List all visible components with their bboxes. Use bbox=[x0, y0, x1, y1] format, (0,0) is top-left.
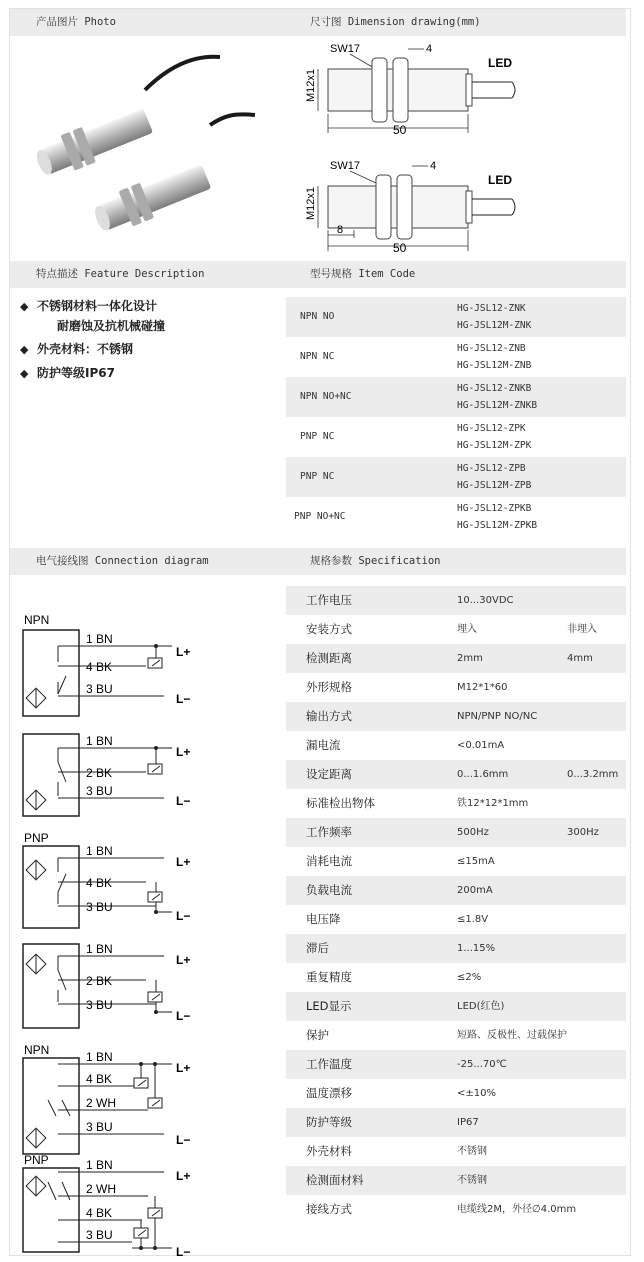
svg-text:1 BN: 1 BN bbox=[86, 1050, 113, 1064]
feature-item-2: ◆ 外壳材料：不锈钢 bbox=[20, 342, 134, 356]
spec-row bbox=[286, 702, 626, 731]
wiring-diagram-pnp-no bbox=[23, 831, 190, 928]
svg-text:1 BN: 1 BN bbox=[86, 844, 113, 858]
spec-row bbox=[286, 731, 626, 760]
svg-text:L+: L+ bbox=[176, 855, 191, 869]
svg-text:L−: L− bbox=[176, 1245, 191, 1259]
wrench-size-label-2: SW17 bbox=[330, 160, 360, 172]
npn-label: NPN bbox=[24, 613, 50, 627]
spec-value: 1...15% bbox=[457, 943, 496, 954]
wrench-size-label-1: SW17 bbox=[330, 43, 360, 55]
spec-row bbox=[286, 992, 626, 1021]
wiring-diagram-npn-nc bbox=[23, 734, 190, 816]
spec-label: 输出方式 bbox=[306, 709, 352, 723]
feature-item-1-line-2: 耐磨蚀及抗机械碰撞 bbox=[57, 319, 166, 333]
spec-label: 消耗电流 bbox=[306, 854, 352, 868]
section-header-top bbox=[10, 9, 626, 36]
sensor-symbol-icon bbox=[26, 860, 46, 880]
spec-label: 检测面材料 bbox=[306, 1173, 364, 1187]
spec-value: ≤1.8V bbox=[457, 914, 489, 925]
svg-text:4 BK: 4 BK bbox=[86, 1072, 113, 1086]
svg-text:3 BU: 3 BU bbox=[86, 998, 113, 1012]
spec-row bbox=[286, 1137, 626, 1166]
header-item-code: 型号规格 Item Code bbox=[310, 268, 416, 280]
dimension-view-2 bbox=[305, 160, 515, 255]
spec-value-secondary: 4mm bbox=[567, 653, 593, 664]
spec-label: 检测距离 bbox=[306, 651, 352, 665]
header-specification: 规格参数 Specification bbox=[310, 555, 441, 567]
spec-row bbox=[286, 1021, 626, 1050]
spec-value: M12*1*60 bbox=[457, 682, 508, 693]
length-label-2: 50 bbox=[393, 241, 407, 255]
diamond-bullet-icon: ◆ bbox=[20, 300, 29, 313]
spec-label: 保护 bbox=[306, 1028, 329, 1042]
svg-text:L+: L+ bbox=[176, 953, 191, 967]
nut-width-label-1: 4 bbox=[426, 43, 433, 55]
spec-row bbox=[286, 963, 626, 992]
dimension-drawing bbox=[290, 38, 530, 253]
spec-label: 设定距离 bbox=[306, 767, 352, 781]
spec-value-secondary: 300Hz bbox=[567, 827, 599, 838]
section-header-middle bbox=[10, 261, 626, 288]
item-code-row: NPN NO HG-JSL12-ZNK HG-JSL12M-ZNK bbox=[286, 297, 626, 337]
header-photo: 产品图片 Photo bbox=[36, 16, 116, 28]
svg-text:2 WH: 2 WH bbox=[86, 1096, 116, 1110]
wiring-diagram-npn-no-nc bbox=[23, 1043, 190, 1154]
svg-text:1 BN: 1 BN bbox=[86, 632, 113, 646]
diamond-bullet-icon: ◆ bbox=[20, 343, 29, 356]
spec-row bbox=[286, 1108, 626, 1137]
svg-text:1 BN: 1 BN bbox=[86, 942, 113, 956]
spec-label: 电压降 bbox=[306, 912, 341, 926]
svg-text:L−: L− bbox=[176, 1133, 191, 1147]
header-feature: 特点描述 Feature Description bbox=[36, 268, 205, 280]
spec-row bbox=[286, 586, 626, 615]
spec-value: ≤2% bbox=[457, 972, 482, 983]
spec-value: <0.01mA bbox=[457, 740, 505, 751]
spec-label: 负载电流 bbox=[306, 883, 352, 897]
spec-row bbox=[286, 789, 626, 818]
spec-label: 安装方式 bbox=[306, 622, 352, 636]
spec-value-secondary: 0...3.2mm bbox=[567, 769, 619, 780]
item-code-row: PNP NC HG-JSL12-ZPK HG-JSL12M-ZPK bbox=[300, 423, 532, 451]
cable-1 bbox=[145, 57, 220, 90]
spec-value: ≤15mA bbox=[457, 856, 495, 867]
spec-row bbox=[286, 1166, 626, 1195]
wiring-diagram-pnp-nc bbox=[23, 942, 190, 1028]
spec-label: 工作频率 bbox=[306, 825, 352, 839]
svg-text:3 BU: 3 BU bbox=[86, 784, 113, 798]
spec-row bbox=[286, 876, 626, 905]
spec-label: 标准检出物体 bbox=[306, 796, 375, 810]
sensor-symbol-icon bbox=[26, 1176, 46, 1196]
spec-row bbox=[286, 818, 626, 847]
spec-row bbox=[286, 615, 626, 644]
spec-label: 温度漂移 bbox=[306, 1086, 352, 1100]
spec-label: 外形规格 bbox=[306, 680, 352, 694]
sensor-symbol-icon bbox=[26, 688, 46, 708]
spec-value-secondary: 非埋入 bbox=[567, 624, 597, 635]
sensor-symbol-icon bbox=[26, 790, 46, 810]
thread-length-label: 8 bbox=[337, 224, 344, 236]
spec-value: 铁12*12*1mm bbox=[457, 798, 529, 809]
sensor-1 bbox=[32, 103, 156, 182]
item-code-row: PNP NC HG-JSL12-ZPB HG-JSL12M-ZPB bbox=[286, 457, 626, 497]
spec-label: 重复精度 bbox=[306, 970, 352, 984]
sensor-symbol-icon bbox=[26, 954, 46, 974]
svg-text:L+: L+ bbox=[176, 645, 191, 659]
spec-label: 工作温度 bbox=[306, 1057, 352, 1071]
svg-text:3 BU: 3 BU bbox=[86, 1120, 113, 1134]
spec-value: 10...30VDC bbox=[457, 595, 514, 606]
spec-label: LED显示 bbox=[306, 999, 352, 1013]
svg-text:L−: L− bbox=[176, 909, 191, 923]
spec-row bbox=[286, 760, 626, 789]
length-label-1: 50 bbox=[393, 123, 407, 137]
spec-label: 滞后 bbox=[306, 941, 329, 955]
spec-value: NPN/PNP NO/NC bbox=[457, 711, 538, 722]
spec-row bbox=[286, 1079, 626, 1108]
svg-text:L+: L+ bbox=[176, 1061, 191, 1075]
svg-text:4 BK: 4 BK bbox=[86, 876, 113, 890]
spec-label: 外壳材料 bbox=[306, 1144, 352, 1158]
spec-value: 0...1.6mm bbox=[457, 769, 509, 780]
diamond-bullet-icon: ◆ bbox=[20, 367, 29, 380]
svg-text:1 BN: 1 BN bbox=[86, 1158, 113, 1172]
spec-label: 接线方式 bbox=[306, 1202, 352, 1216]
led-label-2: LED bbox=[488, 173, 512, 187]
npn-label-2: NPN bbox=[24, 1043, 50, 1057]
svg-text:2 BK: 2 BK bbox=[86, 974, 113, 988]
pnp-label: PNP bbox=[24, 831, 49, 845]
spec-label: 防护等级 bbox=[306, 1115, 352, 1129]
spec-value: IP67 bbox=[457, 1117, 479, 1128]
item-code-row: NPN NO+NC HG-JSL12-ZNKB HG-JSL12M-ZNKB bbox=[286, 377, 626, 417]
spec-row bbox=[286, 673, 626, 702]
spec-value: 不锈钢 bbox=[457, 1175, 487, 1186]
spec-value: -25...70℃ bbox=[457, 1059, 507, 1070]
svg-text:L+: L+ bbox=[176, 745, 191, 759]
spec-label: 漏电流 bbox=[306, 738, 341, 752]
connection-diagrams bbox=[14, 610, 210, 1259]
header-dimension: 尺寸图 Dimension drawing(mm) bbox=[310, 16, 481, 28]
sensor-2 bbox=[90, 159, 214, 238]
spec-value: 500Hz bbox=[457, 827, 489, 838]
spec-row bbox=[286, 1050, 626, 1079]
nut-width-label-2: 4 bbox=[430, 160, 437, 172]
svg-text:2 WH: 2 WH bbox=[86, 1182, 116, 1196]
svg-text:L−: L− bbox=[176, 1009, 191, 1023]
spec-row bbox=[286, 644, 626, 673]
section-header-bottom bbox=[10, 548, 626, 575]
item-code-row: NPN NC HG-JSL12-ZNB HG-JSL12M-ZNB bbox=[300, 343, 532, 371]
feature-item-1: ◆ 不锈钢材料一体化设计 bbox=[20, 299, 158, 313]
dimension-view-1 bbox=[305, 43, 515, 137]
spec-value: 2mm bbox=[457, 653, 483, 664]
svg-text:3 BU: 3 BU bbox=[86, 682, 113, 696]
svg-text:2 BK: 2 BK bbox=[86, 766, 113, 780]
sensor-symbol-icon bbox=[26, 1128, 46, 1148]
spec-row bbox=[286, 847, 626, 876]
product-photo bbox=[20, 45, 270, 230]
led-label-1: LED bbox=[488, 56, 512, 70]
svg-text:1 BN: 1 BN bbox=[86, 734, 113, 748]
spec-row bbox=[286, 905, 626, 934]
spec-value: 短路、反极性、过载保护 bbox=[457, 1030, 567, 1041]
header-connection: 电气接线图 Connection diagram bbox=[36, 555, 209, 567]
svg-text:4 BK: 4 BK bbox=[86, 660, 113, 674]
spec-label: 工作电压 bbox=[306, 593, 352, 607]
spec-row bbox=[286, 1195, 626, 1224]
spec-value: LED(红色) bbox=[457, 1001, 505, 1012]
feature-item-3: ◆ 防护等级IP67 bbox=[20, 366, 115, 380]
svg-text:L−: L− bbox=[176, 692, 191, 706]
spec-value: <±10% bbox=[457, 1088, 496, 1099]
spec-value: 电缆线2M，外径∅4.0mm bbox=[457, 1204, 577, 1215]
wiring-diagram-pnp-no-nc bbox=[23, 1153, 190, 1259]
svg-text:3 BU: 3 BU bbox=[86, 900, 113, 914]
pnp-label-2: PNP bbox=[24, 1153, 49, 1167]
spec-value: 不锈钢 bbox=[457, 1146, 487, 1157]
svg-text:3 BU: 3 BU bbox=[86, 1228, 113, 1242]
svg-text:L+: L+ bbox=[176, 1169, 191, 1183]
wiring-diagram-npn-no bbox=[23, 613, 190, 716]
cable-2 bbox=[210, 114, 255, 125]
svg-text:4 BK: 4 BK bbox=[86, 1206, 113, 1220]
spec-value: 埋入 bbox=[457, 624, 477, 635]
svg-text:L−: L− bbox=[176, 794, 191, 808]
item-code-row: PNP NO+NC HG-JSL12-ZPKB HG-JSL12M-ZPKB bbox=[294, 503, 538, 531]
thread-label-2: M12x1 bbox=[305, 186, 317, 220]
spec-row bbox=[286, 934, 626, 963]
spec-value: 200mA bbox=[457, 885, 493, 896]
thread-label-1: M12x1 bbox=[305, 68, 317, 102]
